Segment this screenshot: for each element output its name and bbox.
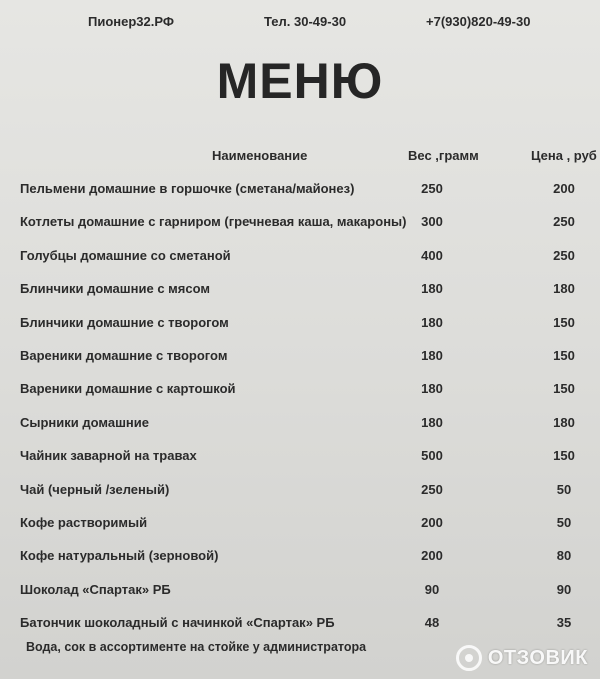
column-header-name: Наименование — [212, 148, 308, 163]
item-weight: 300 — [421, 214, 443, 230]
item-price: 50 — [556, 514, 572, 530]
item-weight: 200 — [421, 514, 443, 530]
item-weight: 90 — [424, 581, 440, 597]
column-header-weight: Вес ,грамм — [408, 148, 479, 163]
item-weight: 400 — [421, 247, 443, 263]
item-price: 150 — [553, 347, 575, 363]
item-price: 200 — [553, 181, 575, 196]
item-name: Голубцы домашние со сметаной — [20, 247, 231, 263]
menu-row — [0, 412, 600, 445]
item-name: Батончик шоколадный с начинкой «Спартак» РБ — [20, 615, 335, 631]
item-price: 250 — [553, 214, 575, 230]
otzovik-logo-icon — [456, 645, 482, 671]
menu-row — [0, 445, 600, 478]
item-price: 50 — [556, 481, 572, 497]
menu-row — [0, 545, 600, 578]
item-name: Котлеты домашние с гарниром (гречневая каша, макароны) — [20, 214, 407, 230]
menu-row — [0, 345, 600, 378]
item-price: 150 — [553, 381, 575, 397]
menu-list — [0, 178, 600, 645]
item-name: Сырники домашние — [20, 414, 149, 430]
item-price: 180 — [553, 281, 575, 297]
item-name: Чай (черный /зеленый) — [20, 481, 170, 497]
item-price: 250 — [553, 247, 575, 263]
item-name: Чайник заварной на травах — [20, 448, 197, 464]
footer-note: Вода, сок в ассортименте на стойке у администратора — [26, 640, 367, 654]
menu-row — [0, 178, 600, 211]
site-name: Пионер32.РФ — [88, 14, 174, 29]
item-weight: 180 — [421, 414, 443, 430]
item-price: 150 — [553, 314, 575, 330]
item-name: Пельмени домашние в горшочке (сметана/майонез) — [20, 181, 355, 196]
menu-row — [0, 512, 600, 545]
item-name: Кофе натуральный (зерновой) — [20, 548, 219, 564]
menu-row — [0, 278, 600, 311]
item-name: Блинчики домашние с творогом — [20, 314, 229, 330]
item-name: Шоколад «Спартак» РБ — [20, 581, 171, 597]
item-name: Вареники домашние с картошкой — [20, 381, 236, 397]
item-name: Кофе растворимый — [20, 514, 148, 530]
menu-title: МЕНЮ — [216, 53, 384, 109]
item-price: 90 — [556, 581, 572, 597]
item-price: 180 — [553, 414, 575, 430]
item-weight: 200 — [421, 548, 443, 564]
item-weight: 180 — [421, 347, 443, 363]
item-weight: 48 — [424, 615, 440, 631]
mobile-number: +7(930)820-49-30 — [426, 14, 531, 29]
menu-row — [0, 211, 600, 244]
item-weight: 180 — [421, 281, 443, 297]
item-price: 150 — [553, 448, 575, 464]
menu-row — [0, 312, 600, 345]
item-weight: 180 — [421, 314, 443, 330]
item-weight: 250 — [421, 181, 443, 196]
item-name: Блинчики домашние с мясом — [20, 281, 210, 297]
item-name: Вареники домашние с творогом — [20, 347, 228, 363]
otzovik-watermark — [456, 645, 588, 671]
item-weight: 180 — [421, 381, 443, 397]
item-price: 35 — [556, 615, 572, 631]
item-weight: 250 — [421, 481, 443, 497]
header — [0, 14, 600, 38]
menu-row — [0, 245, 600, 278]
item-weight: 500 — [421, 448, 443, 464]
menu-row — [0, 479, 600, 512]
column-header-price: Цена , руб — [531, 148, 597, 163]
menu-row — [0, 579, 600, 612]
item-price: 80 — [556, 548, 572, 564]
menu-row — [0, 378, 600, 411]
phone-number: Тел. 30-49-30 — [264, 14, 347, 29]
watermark-text: ОТЗОВИК — [487, 646, 588, 669]
